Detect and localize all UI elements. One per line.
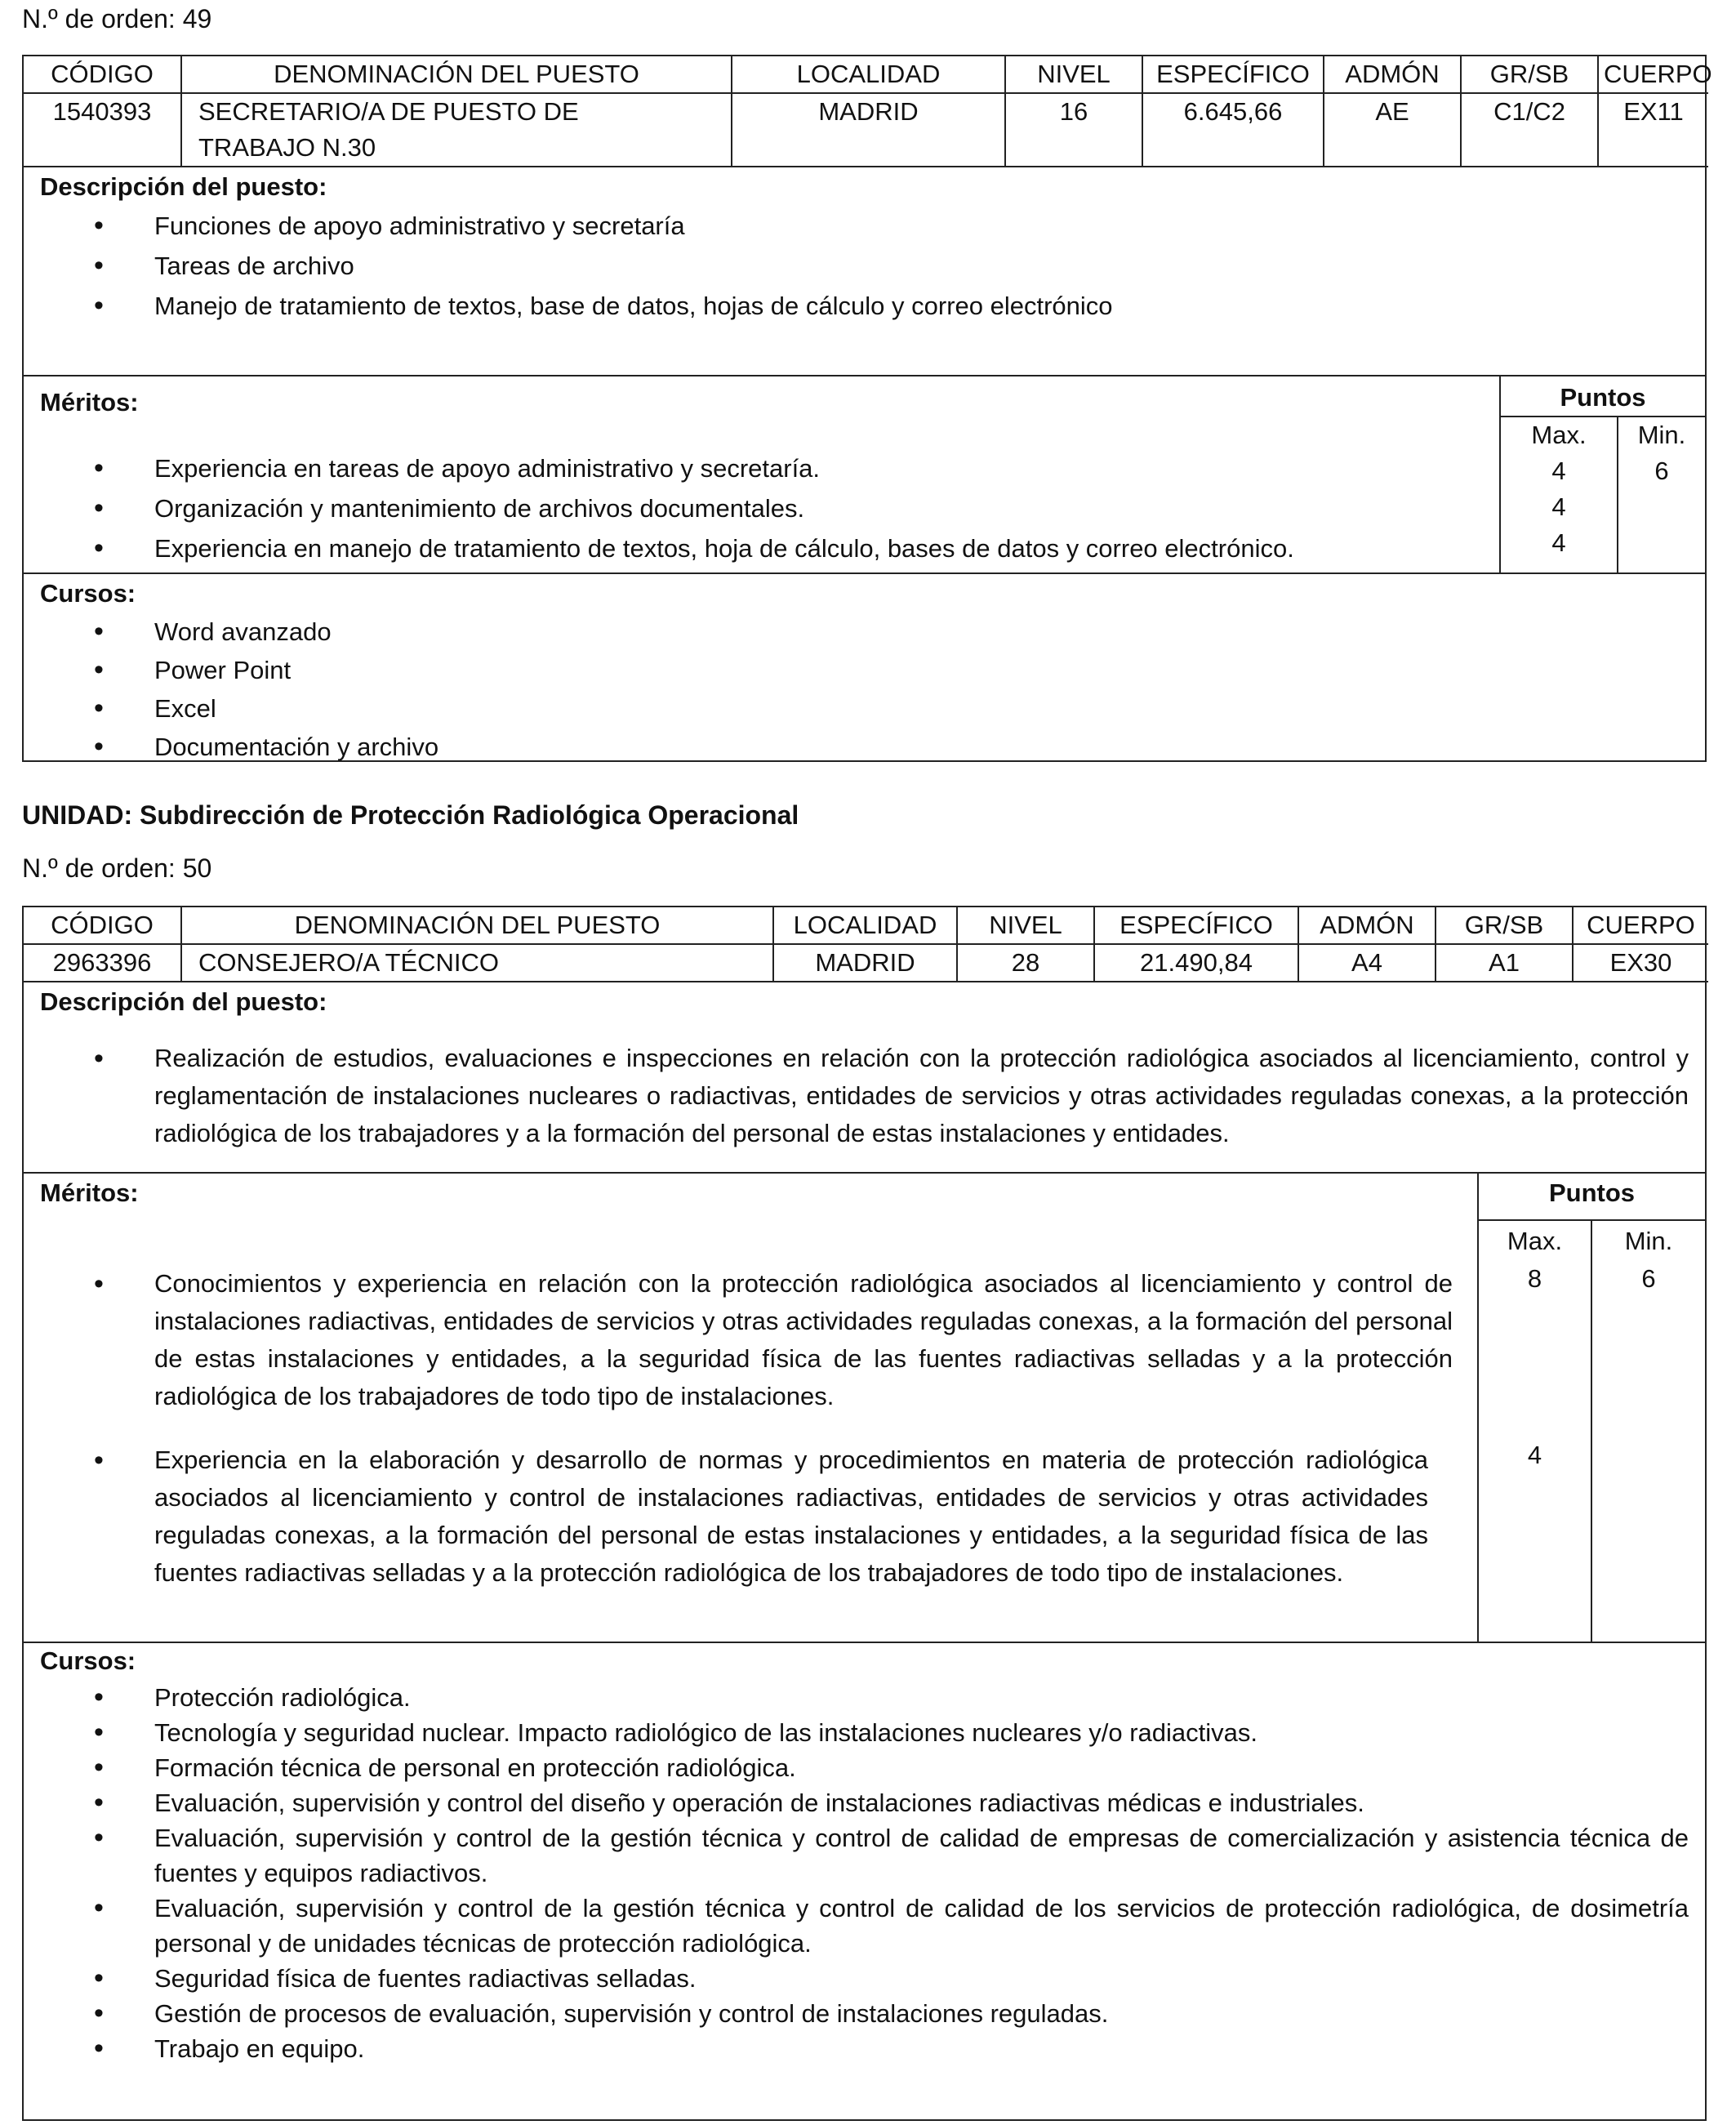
cell-denominacion: CONSEJERO/A TÉCNICO <box>181 944 773 982</box>
points-min-col <box>1591 1221 1705 1642</box>
job-description-section <box>24 982 1705 1172</box>
min-label: Min. <box>1637 421 1686 450</box>
cell-especifico: 21.490,84 <box>1094 944 1298 982</box>
header-grsb: GR/SB <box>1461 56 1598 93</box>
course-item: • Seguridad física de fuentes radiactivas selladas. <box>24 1961 1705 1996</box>
cell-nivel: 16 <box>1005 93 1142 167</box>
header-grsb: GR/SB <box>1436 907 1573 944</box>
course-item: • Evaluación, supervisión y control de la gestión técnica y control de calidad de empresas de comercialización y asistencia técnica de fuentes y equipos radiactivos. <box>24 1820 1705 1891</box>
course-item: • Excel <box>24 689 1705 728</box>
cell-grsb: C1/C2 <box>1461 93 1598 167</box>
course-item: • Formación técnica de personal en protección radiológica. <box>24 1750 1705 1785</box>
merits-list <box>24 1265 1477 1592</box>
courses-section <box>24 1642 1705 2125</box>
merits-section <box>24 1172 1705 1642</box>
min-value: 6 <box>1641 1264 1656 1294</box>
job-card-49 <box>22 55 1712 762</box>
header-cuerpo: CUERPO <box>1573 907 1708 944</box>
merits-section <box>24 375 1705 572</box>
courses-list <box>24 1680 1705 2066</box>
max-value: 4 <box>1551 528 1566 558</box>
points-table <box>1479 1221 1705 1642</box>
cell-nivel: 28 <box>957 944 1094 982</box>
course-item: • Evaluación, supervisión y control del diseño y operación de instalaciones radiactivas médicas e industriales. <box>24 1785 1705 1820</box>
header-nivel: NIVEL <box>1005 56 1142 93</box>
header-denominacion: DENOMINACIÓN DEL PUESTO <box>181 907 773 944</box>
list-item: • Tareas de archivo <box>24 246 1705 286</box>
max-label: Max. <box>1531 421 1587 450</box>
merits-title: Méritos: <box>40 388 139 417</box>
courses-title: Cursos: <box>40 579 136 608</box>
min-label: Min. <box>1624 1227 1673 1256</box>
points-title: Puntos <box>1479 1174 1705 1221</box>
job-description-title: Descripción del puesto: <box>40 172 327 202</box>
job-description-list <box>24 1040 1705 1152</box>
cell-admon: A4 <box>1298 944 1436 982</box>
points-max-col <box>1479 1221 1591 1642</box>
min-value: 6 <box>1654 457 1669 486</box>
header-especifico: ESPECÍFICO <box>1142 56 1324 93</box>
merits-title: Méritos: <box>40 1178 139 1208</box>
max-label: Max. <box>1507 1227 1563 1256</box>
table-row <box>24 93 1708 167</box>
course-item: • Power Point <box>24 651 1705 689</box>
merit-item: • Experiencia en la elaboración y desarrollo de normas y procedimientos en materia de protección radiológica asociados al licenciamiento y control de instalaciones radiactivas, entidades de servicios y otras actividades reguladas conexas, a la formación del personal de estas instalaciones y entidades, a la seguridad física de las fuentes radiactivas selladas y a la protección radiológica de los trabajadores de todo tipo de instalaciones. <box>24 1441 1477 1592</box>
points-column <box>1499 376 1705 572</box>
cell-cuerpo: EX11 <box>1598 93 1708 167</box>
list-item: • Funciones de apoyo administrativo y secretaría <box>24 206 1705 246</box>
header-admon: ADMÓN <box>1298 907 1436 944</box>
list-item: • Realización de estudios, evaluaciones e inspecciones en relación con la protección radiológica asociados al licenciamiento, control y reglamentación de instalaciones nucleares o radiactivas, entidades de servicios y otras actividades reguladas conexas, a la protección radiológica de los trabajadores y a la formación del personal de estas instalaciones y entidades. <box>24 1040 1705 1152</box>
header-denominacion: DENOMINACIÓN DEL PUESTO <box>181 56 732 93</box>
merits-main <box>24 376 1499 572</box>
merit-item: • Experiencia en tareas de apoyo administrativo y secretaría. <box>24 448 1499 488</box>
table-header-row <box>24 907 1708 944</box>
cell-denominacion: SECRETARIO/A DE PUESTO DE TRABAJO N.30 <box>181 93 732 167</box>
course-item: • Word avanzado <box>24 613 1705 651</box>
merit-item: • Experiencia en manejo de tratamiento de textos, hoja de cálculo, bases de datos y correo electrónico. <box>24 528 1499 568</box>
merit-item: • Conocimientos y experiencia en relación con la protección radiológica asociados al licenciamiento y control de instalaciones radiactivas, entidades de servicios y otras actividades reguladas conexas, a la formación del personal de estas instalaciones y entidades, a la seguridad física de las fuentes radiactivas selladas y a la protección radiológica de los trabajadores de todo tipo de instalaciones. <box>24 1265 1477 1415</box>
header-cuerpo: CUERPO <box>1598 56 1708 93</box>
cell-especifico: 6.645,66 <box>1142 93 1324 167</box>
order-number-49: N.º de orden: 49 <box>22 4 212 33</box>
max-value: 4 <box>1527 1441 1542 1470</box>
header-especifico: ESPECÍFICO <box>1094 907 1298 944</box>
courses-list <box>24 613 1705 766</box>
list-item: • Manejo de tratamiento de textos, base de datos, hojas de cálculo y correo electrónico <box>24 286 1705 326</box>
job-card-50 <box>22 906 1707 2121</box>
order-number-50: N.º de orden: 50 <box>22 853 212 883</box>
max-value: 4 <box>1551 492 1566 522</box>
course-item: • Gestión de procesos de evaluación, supervisión y control de instalaciones reguladas. <box>24 1996 1705 2031</box>
merits-main <box>24 1174 1477 1642</box>
table-header-row <box>24 56 1708 93</box>
header-nivel: NIVEL <box>957 907 1094 944</box>
points-table <box>1501 417 1705 572</box>
cell-codigo: 2963396 <box>24 944 181 982</box>
course-item: • Tecnología y seguridad nuclear. Impacto radiológico de las instalaciones nucleares y/o radiactivas. <box>24 1715 1705 1750</box>
unit-heading: UNIDAD: Subdirección de Protección Radiológica Operacional <box>22 800 799 830</box>
cell-grsb: A1 <box>1436 944 1573 982</box>
course-item: • Trabajo en equipo. <box>24 2031 1705 2066</box>
job-description-title: Descripción del puesto: <box>40 987 327 1017</box>
points-column <box>1477 1174 1705 1642</box>
course-item: • Evaluación, supervisión y control de la gestión técnica y control de calidad de los servicios de protección radiológica, de dosimetría personal y de unidades técnicas de protección radiológica. <box>24 1891 1705 1961</box>
points-title: Puntos <box>1501 376 1705 417</box>
job-header-table <box>24 907 1708 982</box>
cell-admon: AE <box>1324 93 1461 167</box>
cell-localidad: MADRID <box>732 93 1005 167</box>
job-description-section <box>24 167 1705 375</box>
max-value: 8 <box>1527 1264 1542 1294</box>
table-row <box>24 944 1708 982</box>
header-admon: ADMÓN <box>1324 56 1461 93</box>
job-description-list <box>24 206 1705 326</box>
cell-codigo: 1540393 <box>24 93 181 167</box>
header-localidad: LOCALIDAD <box>732 56 1005 93</box>
header-localidad: LOCALIDAD <box>773 907 957 944</box>
header-codigo: CÓDIGO <box>24 56 181 93</box>
points-min-col <box>1617 417 1705 572</box>
header-codigo: CÓDIGO <box>24 907 181 944</box>
points-max-col <box>1501 417 1617 572</box>
cell-cuerpo: EX30 <box>1573 944 1708 982</box>
courses-section <box>24 572 1705 764</box>
merits-list <box>24 448 1499 568</box>
merit-item: • Organización y mantenimiento de archivos documentales. <box>24 488 1499 528</box>
course-item: • Protección radiológica. <box>24 1680 1705 1715</box>
job-header-table <box>24 56 1712 167</box>
cell-localidad: MADRID <box>773 944 957 982</box>
max-value: 4 <box>1551 457 1566 486</box>
course-item: • Documentación y archivo <box>24 728 1705 766</box>
courses-title: Cursos: <box>40 1646 136 1676</box>
